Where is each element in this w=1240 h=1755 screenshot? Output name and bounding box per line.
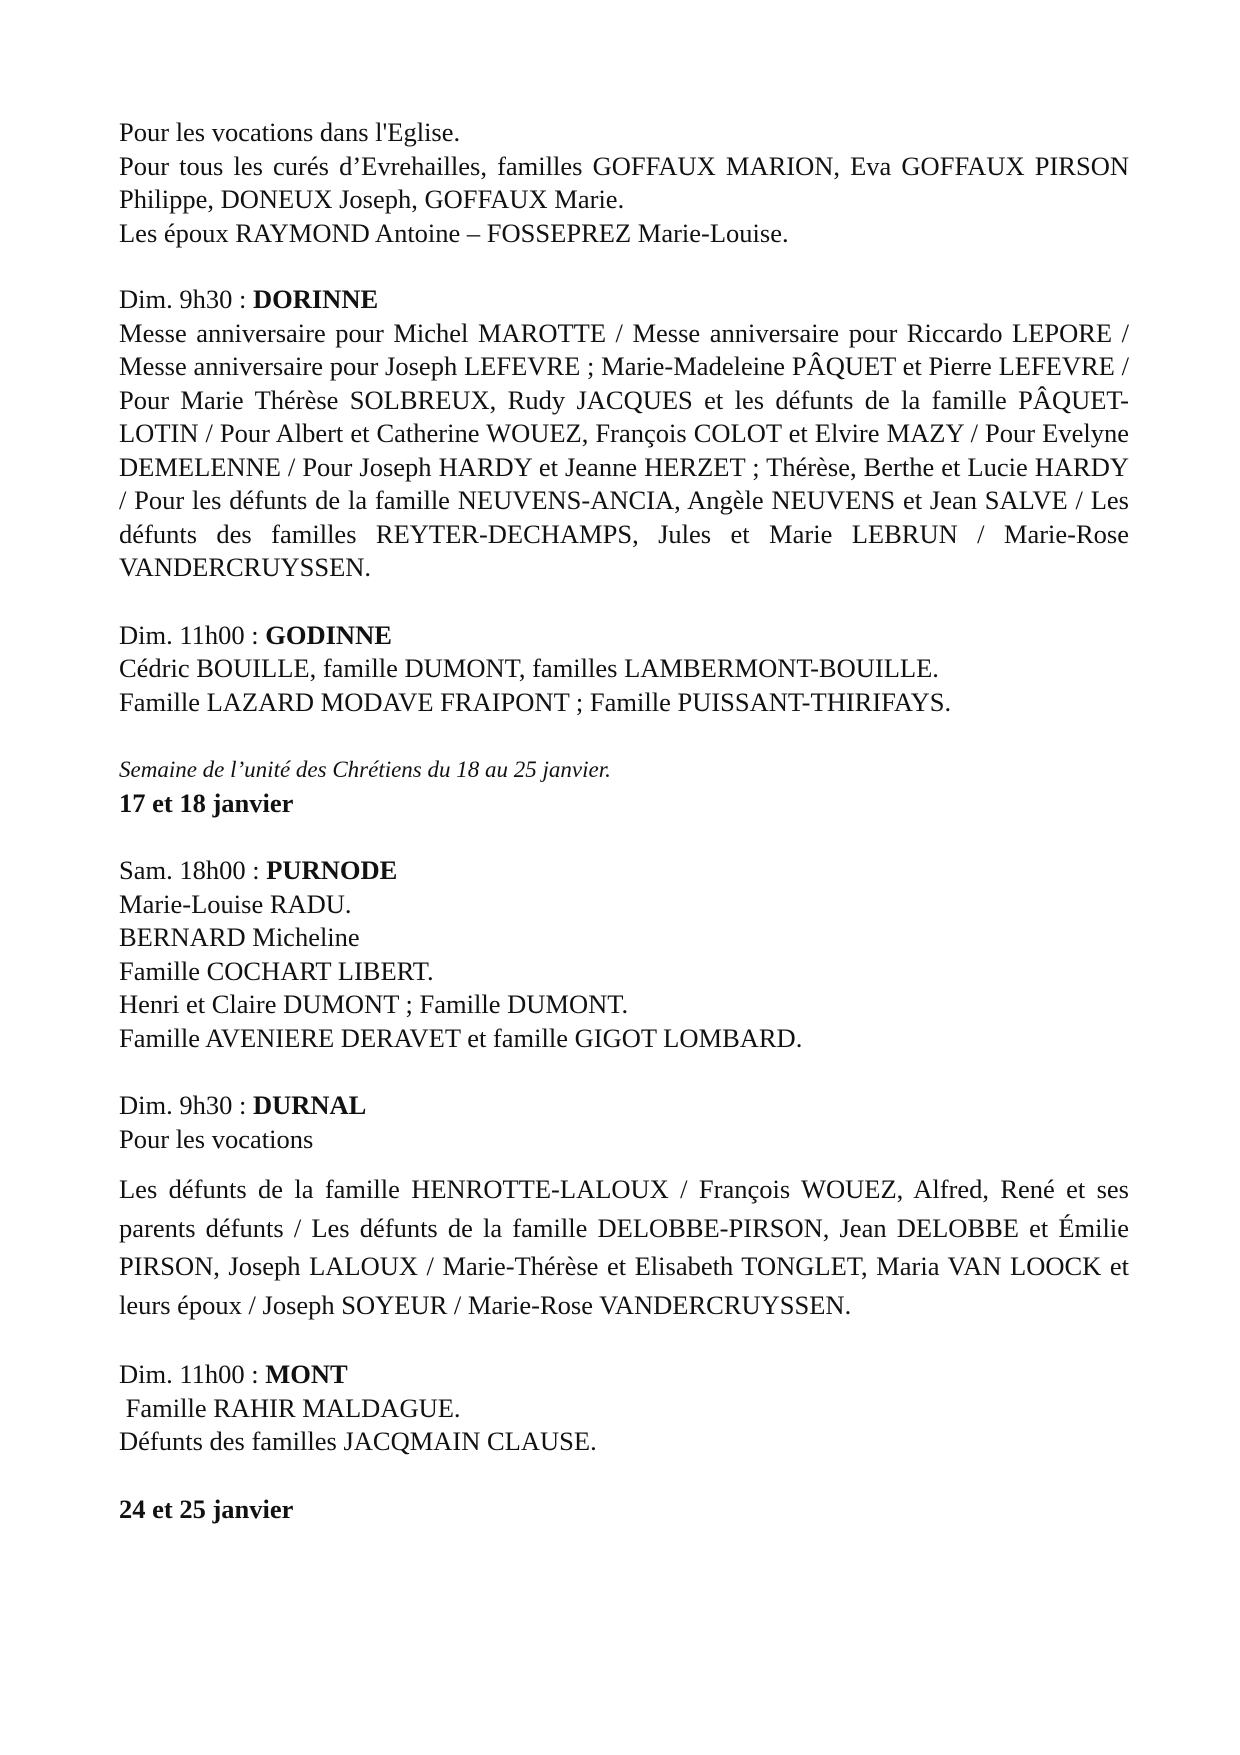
dorinne-intentions: Messe anniversaire pour Michel MAROTTE / Messe anniversaire pour Riccardo LEPORE / Messe anniversaire pour Joseph LEFEVRE ; Marie-Madeleine PÂQUET et Pierre LEFEVRE / Pour Marie Thérèse SOLBREUX, Rudy JACQUES et les défunts de la famille PÂQUET-LOTIN / Pour Albert et Catherine WOUEZ, François COLOT et Elvire MAZY / Pour Evelyne DEMELENNE / Pour Joseph HARDY et Jeanne HERZET ; Thérèse, Berthe et Lucie HARDY / Pour les défunts de la famille NEUVENS-ANCIA, Angèle NEUVENS et Jean SALVE / Les défunts des familles REYTER-DECHAMPS, Jules et Marie LEBRUN / Marie-Rose VANDERCRUYSSEN. xyxy=(119,317,1129,582)
mass-time: Sam. 18h00 : xyxy=(119,855,267,885)
mass-place: GODINNE xyxy=(265,619,392,650)
mass-place: DORINNE xyxy=(252,284,379,314)
intro-paragraph: Pour tous les curés d’Evrehailles, familles GOFFAUX MARION, Eva GOFFAUX PIRSON Philippe, DONEUX Joseph, GOFFAUX Marie. xyxy=(119,150,1129,214)
intention-line: Cédric BOUILLE, famille DUMONT, familles LAMBERMONT-BOUILLE. xyxy=(119,653,939,683)
intention-line: Famille AVENIERE DERAVET et famille GIGOT LOMBARD. xyxy=(119,1022,803,1053)
intention-line: Marie-Louise RADU. xyxy=(119,888,352,919)
spacer xyxy=(119,719,1129,753)
mass-place: MONT xyxy=(265,1359,348,1389)
week-note: Semaine de l’unité des Chrétiens du 18 au 25 janvier. xyxy=(119,757,611,782)
mass-time: Dim. 9h30 : xyxy=(119,1090,253,1120)
durnal-heading xyxy=(119,1089,1129,1123)
dorinne-section xyxy=(119,283,1129,585)
intention-line: Pour les vocations xyxy=(119,1123,314,1154)
intention-line: Famille LAZARD MODAVE FRAIPONT ; Famille PUISSANT-THIRIFAYS. xyxy=(119,686,952,717)
godinne-section xyxy=(119,619,1129,720)
intention-line: Défunts des familles JACQMAIN CLAUSE. xyxy=(119,1426,597,1456)
mont-heading xyxy=(119,1358,1129,1392)
purnode-heading xyxy=(119,854,1129,888)
spacer xyxy=(119,1459,1129,1493)
intro-line: Les époux RAYMOND Antoine – FOSSEPREZ Marie-Louise. xyxy=(119,217,789,248)
mont-section xyxy=(119,1358,1129,1459)
mass-place: DURNAL xyxy=(252,1090,367,1120)
durnal-section xyxy=(119,1089,1129,1324)
mass-time: Dim. 9h30 : xyxy=(119,284,253,314)
spacer xyxy=(119,585,1129,619)
intention-line: Famille COCHART LIBERT. xyxy=(119,955,434,986)
mass-time: Dim. 11h00 : xyxy=(119,619,266,650)
intro-section xyxy=(119,116,1129,250)
godinne-heading xyxy=(119,619,1129,653)
mass-place: PURNODE xyxy=(266,855,398,885)
date-heading: 24 et 25 janvier xyxy=(119,1493,294,1524)
spacer xyxy=(119,1156,1129,1170)
spacer xyxy=(119,1055,1129,1089)
durnal-intentions: Les défunts de la famille HENROTTE-LALOUX / François WOUEZ, Alfred, René et ses parents défunts / Les défunts de la famille DELOBBE-PIRSON, Jean DELOBBE et Émilie PIRSON, Joseph LALOUX / Marie-Thérèse et Elisabeth TONGLET, Maria VAN LOOCK et leurs époux / Joseph SOYEUR / Marie-Rose VANDERCRUYSSEN. xyxy=(119,1174,1129,1320)
intention-line: BERNARD Micheline xyxy=(119,922,360,952)
week-block xyxy=(119,753,1129,820)
date-heading: 17 et 18 janvier xyxy=(119,787,294,818)
spacer xyxy=(119,250,1129,283)
mass-time: Dim. 11h00 : xyxy=(119,1359,266,1389)
purnode-section xyxy=(119,854,1129,1055)
intention-line: Famille RAHIR MALDAGUE. xyxy=(119,1392,461,1423)
intention-line: Henri et Claire DUMONT ; Famille DUMONT. xyxy=(119,989,629,1019)
dorinne-heading xyxy=(119,283,1129,317)
intro-line: Pour les vocations dans l'Eglise. xyxy=(119,117,461,147)
spacer xyxy=(119,820,1129,854)
document-page xyxy=(119,116,1129,1526)
spacer xyxy=(119,1324,1129,1358)
